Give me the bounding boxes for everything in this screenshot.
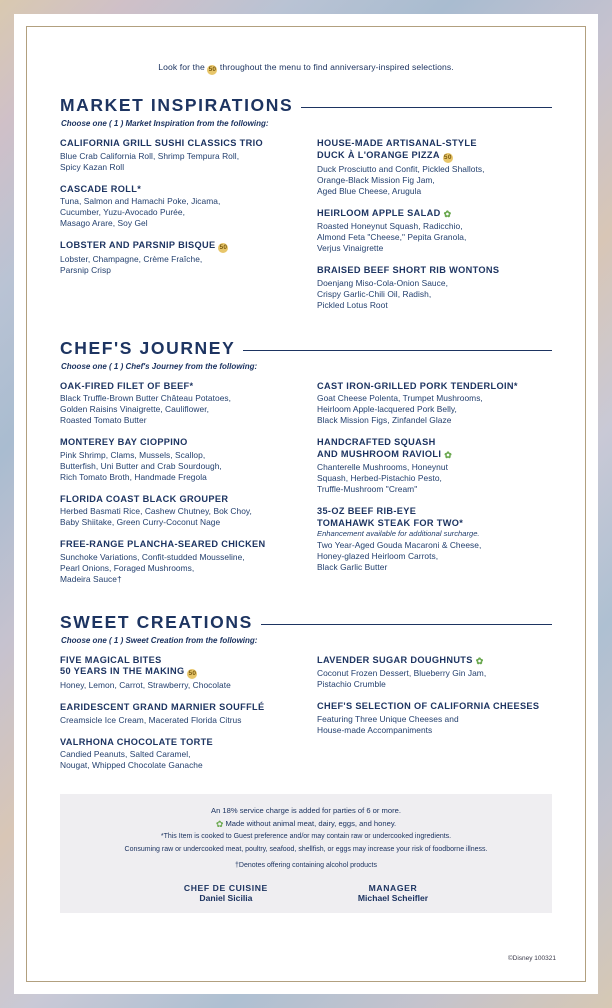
copyright: ©Disney 100321 (507, 955, 556, 962)
menu-item-name: BRAISED BEEF SHORT RIB WONTONS (317, 265, 500, 275)
menu-item (317, 655, 552, 691)
vegan-note-row (84, 819, 528, 829)
menu-item (317, 138, 552, 197)
menu-item (60, 655, 295, 692)
section-column-right (317, 381, 552, 596)
menu-paper (14, 14, 598, 994)
menu-item (60, 737, 295, 772)
menu-item (317, 701, 552, 736)
menu-item (317, 437, 552, 495)
chef-block (184, 883, 268, 903)
menu-item-name: VALRHONA CHOCOLATE TORTE (60, 736, 214, 747)
menu-item (60, 437, 295, 483)
menu-item-name: CHEF'S SELECTION OF CALIFORNIA CHEESES (317, 701, 540, 711)
menu-item-description: Creamsicle Ice Cream, Macerated Florida Citrus (60, 714, 242, 725)
menu-item-description: Herbed Basmati Rice, Cashew Chutney, Bok Choy, Baby Shiitake, Green Curry-Coconut Nage (60, 506, 252, 527)
menu-item (317, 208, 552, 255)
signature-row (84, 883, 528, 903)
section-rule (301, 107, 552, 108)
manager-block (358, 883, 428, 903)
anniversary-note-before: Look for the (158, 62, 205, 72)
menu-item-name: CAST IRON-GRILLED PORK TENDERLOIN* (317, 380, 518, 391)
leaf-icon: ✿ (444, 449, 453, 460)
menu-item-description: Sunchoke Variations, Confit-studded Mousseline, Pearl Onions, Foraged Mushrooms, Madeira Sauce† (60, 551, 245, 584)
section-column-left (60, 138, 295, 322)
anniversary-icon: 50 (188, 670, 197, 677)
section-subtitle: Choose one ( 1 ) Sweet Creation from the following: (61, 635, 258, 645)
manager-title: MANAGER (368, 882, 418, 893)
menu-item (317, 506, 552, 573)
section-columns (60, 138, 552, 322)
allergy-note-2: Consuming raw or undercooked meat, poultry, seafood, shellfish, or eggs may increase your risk of foodborne illness. (124, 845, 488, 853)
menu-item-name: FLORIDA COAST BLACK GROUPER (60, 493, 229, 504)
menu-item-name: HOUSE-MADE ARTISANAL-STYLE DUCK À L'ORANGE PIZZA 50 (317, 138, 477, 161)
section-title: SWEET CREATIONS (60, 611, 253, 632)
menu-item-note: Enhancement available for additional surcharge. (317, 529, 480, 538)
section-rule (243, 350, 552, 351)
menu-section (60, 95, 552, 322)
menu-section (60, 612, 552, 783)
section-subtitle: Choose one ( 1 ) Market Inspiration from the following: (61, 119, 269, 128)
menu-item-name: FIVE MAGICAL BITES 50 YEARS IN THE MAKING 50 (60, 654, 197, 677)
menu-item-description: Lobster, Champagne, Crème Fraîche, Parsnip Crisp (60, 254, 203, 275)
menu-item (60, 539, 295, 585)
menu-item (60, 240, 295, 276)
section-header (60, 612, 552, 633)
anniversary-note (60, 62, 552, 75)
section-spacer (60, 324, 552, 338)
menu-item-description: Roasted Honeynut Squash, Radicchio, Almond Feta "Cheese," Pepita Granola, Verjus Vinaigrette (317, 221, 467, 253)
menu-item (60, 138, 295, 173)
section-title: MARKET INSPIRATIONS (60, 95, 294, 115)
anniversary-icon: 50 (208, 66, 217, 73)
allergy-note-1: *This Item is cooked to Guest preference and/or may contain raw or undercooked ingredients. (160, 833, 452, 840)
chef-name: Daniel Sicilia (199, 892, 253, 903)
section-header (60, 338, 552, 359)
menu-item-description: Honey, Lemon, Carrot, Strawberry, Chocolate (60, 680, 231, 690)
service-charge-note: An 18% service charge is added for parties of 6 or more. (211, 806, 401, 815)
menu-item-name: EARIDESCENT GRAND MARNIER SOUFFLÉ (60, 702, 265, 712)
menu-item-name: FREE-RANGE PLANCHA-SEARED CHICKEN (60, 539, 266, 549)
menu-item-description: Two Year-Aged Gouda Macaroni & Cheese, Honey-glazed Heirloom Carrots, Black Garlic Butter (317, 540, 482, 572)
section-column-right (317, 655, 552, 783)
menu-item-name: LAVENDER SUGAR DOUGHNUTS ✿ (317, 654, 484, 666)
menu-item (60, 494, 295, 529)
section-header (60, 95, 552, 116)
menu-item-name: LOBSTER AND PARSNIP BISQUE 50 (60, 240, 228, 251)
section-column-left (60, 655, 295, 783)
menu-item-description: Duck Prosciutto and Confit, Pickled Shallots, Orange-Black Mission Fig Jam, Aged Blue Cheese, Arugula (317, 163, 485, 196)
menu-item-description: Pink Shrimp, Clams, Mussels, Scallop, Butterfish, Uni Butter and Crab Sourdough, Rich Tomato Broth, Handmade Fregola (60, 449, 222, 482)
section-title: CHEF'S JOURNEY (60, 337, 236, 358)
menu-item-description: Coconut Frozen Dessert, Blueberry Gin Jam, Pistachio Crumble (317, 668, 487, 689)
menu-item-description: Candied Peanuts, Salted Caramel, Nougat, Whipped Chocolate Ganache (60, 749, 203, 770)
manager-name: Michael Scheifler (357, 892, 429, 903)
menu-footer (60, 794, 552, 913)
menu-content (30, 30, 582, 978)
menu-item-name: CALIFORNIA GRILL SUSHI CLASSICS TRIO (60, 138, 263, 148)
section-column-left (60, 381, 295, 596)
menu-item (317, 265, 552, 311)
leaf-icon: ✿ (443, 208, 452, 219)
menu-item-name: OAK-FIRED FILET OF BEEF* (60, 380, 194, 391)
menu-item (60, 184, 295, 230)
menu-item-description: Blue Crab California Roll, Shrimp Tempura Roll, Spicy Kazan Roll (60, 150, 240, 172)
menu-sections (60, 95, 552, 782)
menu-item-description: Doenjang Miso-Cola-Onion Sauce, Crispy Garlic-Chili Oil, Radish, Pickled Lotus Root (317, 277, 448, 310)
section-rule (261, 624, 552, 625)
anniversary-icon: 50 (219, 244, 228, 251)
menu-item-description: Featuring Three Unique Cheeses and House-made Accompaniments (317, 713, 459, 735)
menu-item-description: Black Truffle-Brown Butter Château Potatoes, Golden Raisins Vinaigrette, Cauliflower, Roasted Tomato Butter (60, 393, 232, 425)
section-columns (60, 655, 552, 783)
menu-item (60, 702, 295, 726)
section-subtitle: Choose one ( 1 ) Chef's Journey from the following: (61, 361, 258, 371)
menu-item (317, 381, 552, 427)
menu-section (60, 338, 552, 596)
menu-item-name: CASCADE ROLL* (60, 183, 142, 194)
section-spacer (60, 598, 552, 612)
menu-item-description: Chanterelle Mushrooms, Honeynut Squash, Herbed-Pistachio Pesto, Truffle-Mushroom "Cream" (317, 462, 448, 494)
section-column-right (317, 138, 552, 322)
anniversary-note-after: throughout the menu to find anniversary-inspired selections. (219, 62, 454, 72)
menu-item-name: HANDCRAFTED SQUASH AND MUSHROOM RAVIOLI ✿ (317, 437, 453, 460)
vegan-note: Made without animal meat, dairy, eggs, and honey. (225, 819, 397, 828)
chef-title: CHEF DE CUISINE (183, 882, 268, 893)
menu-item-description: Goat Cheese Polenta, Trumpet Mushrooms, Heirloom Apple-lacquered Pork Belly, Black Mission Figs, Zinfandel Glaze (317, 393, 483, 425)
alcohol-note: †Denotes offering containing alcohol products (235, 862, 377, 869)
leaf-icon: ✿ (215, 819, 224, 829)
menu-item-name: HEIRLOOM APPLE SALAD ✿ (317, 207, 452, 219)
menu-item (60, 381, 295, 427)
menu-item-name: MONTEREY BAY CIOPPINO (60, 437, 188, 447)
section-columns (60, 381, 552, 596)
menu-item-name: 35-OZ BEEF RIB-EYE TOMAHAWK STEAK FOR TWO* (317, 506, 464, 528)
anniversary-icon: 50 (443, 153, 452, 161)
menu-item-description: Tuna, Salmon and Hamachi Poke, Jicama, Cucumber, Yuzu-Avocado Purée, Masago Arare, Soy Gel (60, 196, 221, 228)
leaf-icon: ✿ (475, 655, 484, 666)
